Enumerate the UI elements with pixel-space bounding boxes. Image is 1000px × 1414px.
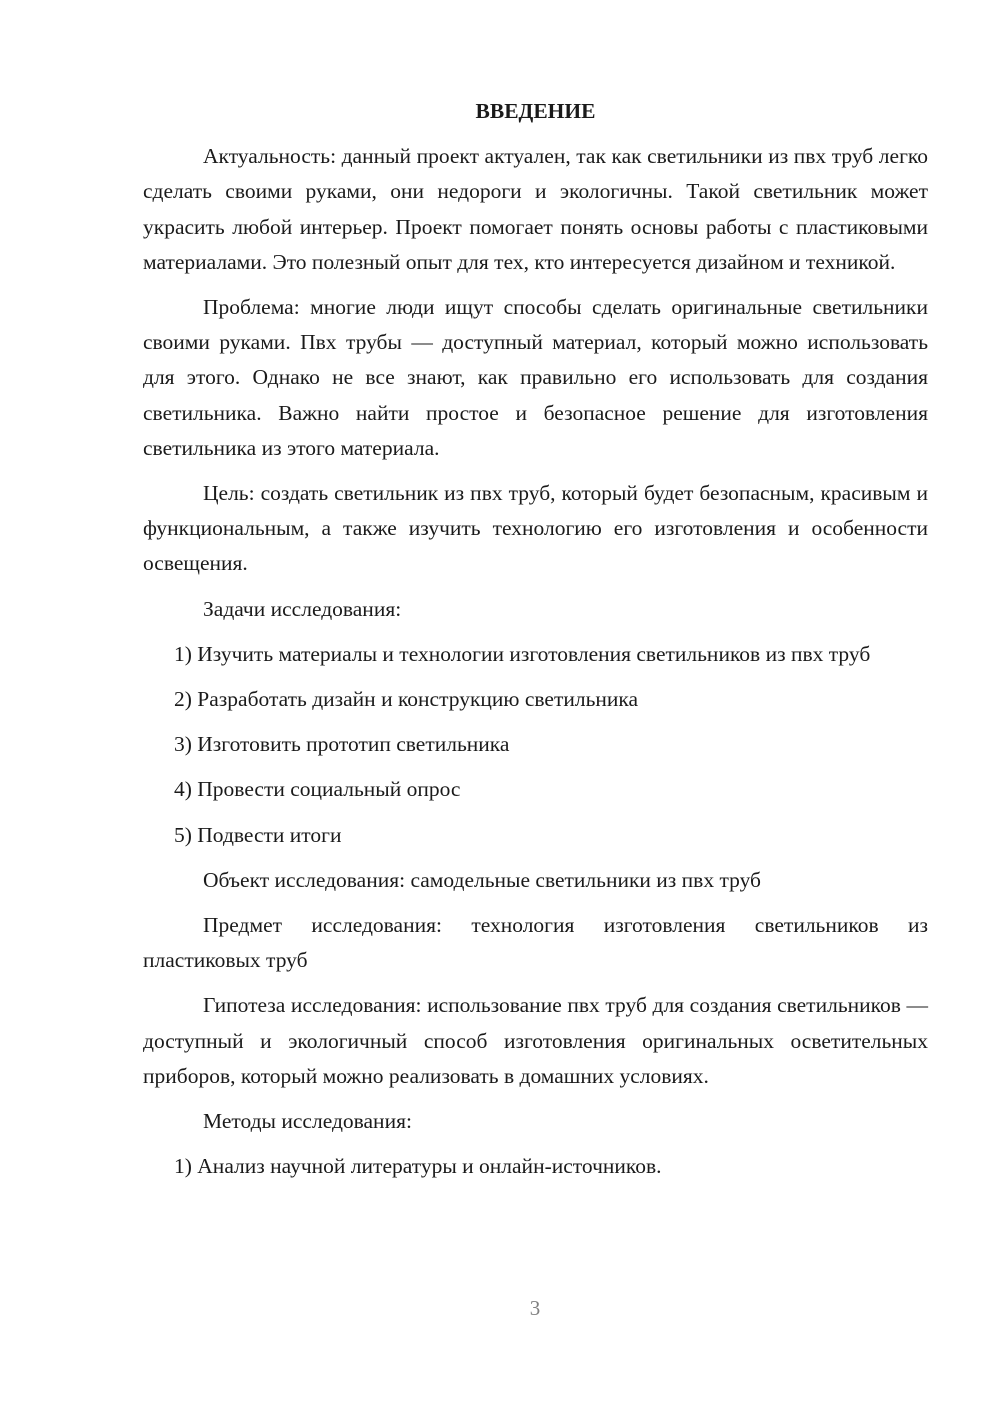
task-item: 4) Провести социальный опрос xyxy=(174,777,461,802)
task-item: 2) Разработать дизайн и конструкцию светильника xyxy=(174,687,639,712)
task-item: 1) Изучить материалы и технологии изготовления светильников из пвх труб xyxy=(174,641,871,666)
goal-paragraph: Цель: создать светильник из пвх труб, который будет безопасным, красивым и функциональным, а также изучить технологию его изготовления и особенности освещения. xyxy=(143,481,928,576)
section-title: ВВЕДЕНИЕ xyxy=(475,99,596,123)
document-page xyxy=(143,94,928,1194)
object-paragraph: Объект исследования: самодельные светильники из пвх труб xyxy=(203,867,761,892)
task-item: 3) Изготовить прототип светильника xyxy=(174,732,510,757)
subject-paragraph: Предмет исследования: технология изготовления светильников из пластиковых труб xyxy=(143,913,928,973)
method-item: 1) Анализ научной литературы и онлайн-источников. xyxy=(174,1154,662,1179)
task-item: 5) Подвести итоги xyxy=(174,822,342,847)
page-number: 3 xyxy=(529,1296,541,1320)
relevance-paragraph: Актуальность: данный проект актуален, так как светильники из пвх труб легко сделать своими руками, они недороги и экологичны. Такой светильник может украсить любой интерьер. Проект помогает понять основы работы с пластиковыми материалами. Это полезный опыт для тех, кто интересуется дизайном и техникой. xyxy=(143,144,928,274)
hypothesis-paragraph: Гипотеза исследования: использование пвх труб для создания светильников — доступный и экологичный способ изготовления оригинальных осветительных приборов, который можно реализовать в домашних условиях. xyxy=(143,993,928,1088)
problem-paragraph: Проблема: многие люди ищут способы сделать оригинальные светильники своими руками. Пвх трубы — доступный материал, который можно использовать для этого. Однако не все знают, как правильно его использовать для создания светильника. Важно найти простое и безопасное решение для изготовления светильника из этого материала. xyxy=(143,295,928,460)
tasks-heading: Задачи исследования: xyxy=(203,596,402,621)
methods-heading: Методы исследования: xyxy=(203,1109,412,1134)
